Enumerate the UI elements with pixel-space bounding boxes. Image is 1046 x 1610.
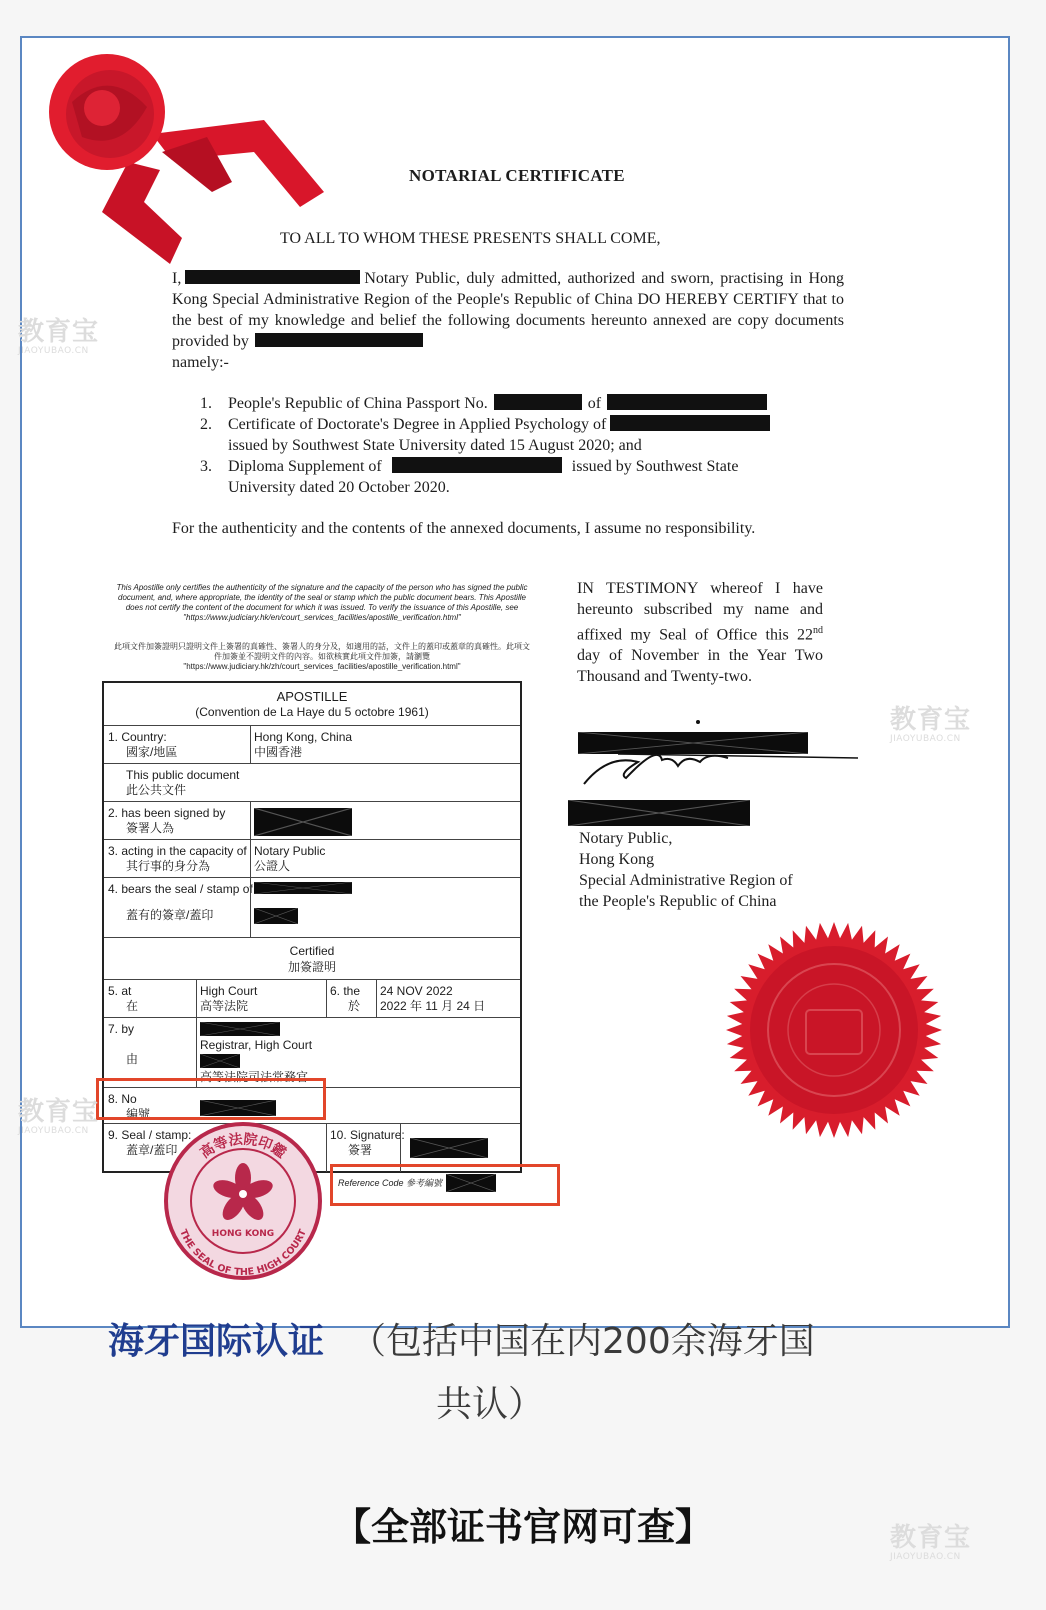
intro-text: Notary Public, duly admitted, authorized and sworn, practising in Hong Kong Special Administrative Region of the People's Republic of China DO HEREBY CERTIFY that to the best of my knowledge and belief the following documents hereunto annexed are copy documents provided by <box>172 270 844 350</box>
testimony-paragraph: IN TESTIMONY whereof I have hereunto subscribed my name and affixed my Seal of Office this 22nd day of November in the Year Two Thousand and Twenty-two. <box>577 580 823 686</box>
apostille-note-zh: 此項文件加簽證明只證明文件上簽署的真確性、簽署人的身分及，如適用的話，文件上的蓋印或蓋章的真確性。此項文件加簽並不證明文件的內容。如欲核實此項文件加簽，請瀏覽 "https://www.judiciary.hk/zh/court_services_facilities/apostille_verification.html" <box>114 642 530 671</box>
high-court-seal <box>162 1120 324 1282</box>
certified-row: Certified 加簽證明 <box>104 937 520 980</box>
seal-of-row: 4. bears the seal / stamp of 蓋有的簽章/蓋印 <box>104 877 520 938</box>
redacted-signature <box>410 1138 488 1158</box>
intro-paragraph <box>172 268 844 373</box>
seal-top-text: 高等法院印鑑 <box>197 1131 289 1162</box>
redacted-provider <box>255 333 423 347</box>
responsibility-paragraph: For the authenticity and the contents of the annexed documents, I assume no responsibility. <box>172 520 756 537</box>
apostille-subheading: (Convention de La Haye du 5 octobre 1961) <box>195 705 429 719</box>
caption <box>108 1306 815 1378</box>
seal-bottom-text: THE SEAL OF THE HIGH COURT <box>177 1227 309 1279</box>
highlight-box-number <box>96 1078 326 1120</box>
number-row: 8. No 編號 <box>104 1087 520 1124</box>
redacted-registrar <box>200 1022 280 1036</box>
seal-signature-row: 9. Seal / stamp: 蓋章/蓋印 10. Signature: 簽署 <box>104 1123 520 1172</box>
country-row: 1. Country: 國家/地區 Hong Kong, China 中國香港 <box>104 725 520 764</box>
notary-wax-seal-icon <box>722 918 946 1142</box>
redacted-passport-no <box>494 394 582 410</box>
watermark: 教育宝 JIAOYUBAO.CN <box>18 1097 100 1136</box>
footer-note: 【全部证书官网可查】 <box>332 1505 713 1549</box>
list-item: 1. People's Republic of China Passport No. of <box>200 393 840 414</box>
redacted-registrar-zh <box>200 1054 240 1068</box>
list-item: 3. Diploma Supplement of issued by Southwest State University dated 20 October 2020. <box>200 458 739 496</box>
document-frame <box>20 36 1010 1328</box>
capacity-row: 3. acting in the capacity of 其行事的身分為 Notary Public 公證人 <box>104 839 520 878</box>
certificate-title: NOTARIAL CERTIFICATE <box>409 166 625 185</box>
redacted-seal-owner <box>254 882 352 894</box>
redacted-degree-holder <box>610 415 770 431</box>
seal-hong-kong-text: HONG KONG <box>211 1229 275 1239</box>
list-item: 2. Certificate of Doctorate's Degree in Applied Psychology of issued by Southwest State University dated 15 August 2020; and <box>200 414 840 456</box>
place-date-row: 5. at 在 High Court 高等法院 6. the 於 24 NOV 2022 2022 年 11 月 24 日 <box>104 979 520 1018</box>
watermark: 教育宝 JIAOYUBAO.CN <box>890 1523 972 1562</box>
redacted-passport-holder <box>607 394 767 410</box>
signed-by-row: 2. has been signed by 簽署人為 <box>104 801 520 840</box>
notary-block: Notary Public, Hong Kong Special Administrative Region of the People's Republic of China <box>579 830 793 910</box>
highlight-box-reference <box>330 1164 560 1206</box>
notary-signature <box>578 714 868 794</box>
caption-highlight: 海牙国际认证 <box>108 1321 325 1362</box>
watermark: 教育宝 JIAOYUBAO.CN <box>890 705 972 744</box>
reference-code-label: Reference Code 參考編號 <box>338 1178 443 1188</box>
watermark: 教育宝 JIAOYUBAO.CN <box>18 317 100 356</box>
redacted-seal-owner-zh <box>254 908 298 924</box>
redacted-signer <box>254 808 352 836</box>
salutation: TO ALL TO WHOM THESE PRESENTS SHALL COME, <box>280 230 661 247</box>
apostille-note-en: This Apostille only certifies the authenticity of the signature and the capacity of the person who has signed the public document, and, where appropriate, the identity of the seal or stamp which the public document bears. This Apostille does not certify the content of the document for which it was issued. To verify the issuance of this Apostille, see "https://www.judiciary.hk/en/court_services_facilities/apostille_verification.html" <box>116 583 528 622</box>
caption-line2: 共认） <box>436 1384 545 1425</box>
intro-prefix: I, <box>172 270 182 287</box>
redacted-notary-name-2 <box>568 800 750 826</box>
public-document-row: This public document 此公共文件 <box>104 763 520 802</box>
namely-label: namely:- <box>172 354 229 371</box>
apostille-heading: APOSTILLE <box>276 689 348 704</box>
document-list <box>200 393 840 498</box>
redacted-diploma-holder <box>392 457 562 473</box>
redacted-notary-name <box>185 270 360 284</box>
caption-rest: （包括中国在内200余海牙国 <box>350 1321 815 1362</box>
registrar-row: 7. by 由 Registrar, High Court 高等法院司法常務官 <box>104 1017 520 1088</box>
